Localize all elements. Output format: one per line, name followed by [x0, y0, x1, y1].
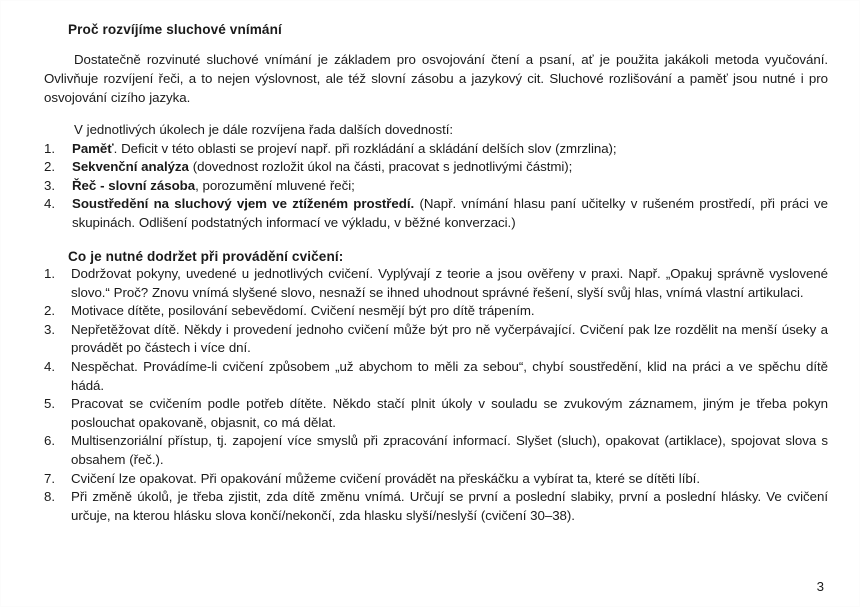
list-item-number: 1. [44, 140, 55, 156]
list-item [44, 358, 828, 395]
list-item [44, 177, 828, 196]
list-item-number: 8. [44, 489, 55, 505]
list-item-text: (Např. vnímání hlasu paní učitelky v rušeném prostředí, při práci ve skupinách. Odlišení podstatných informací ve výkladu, v běžné konverzaci.) [72, 196, 828, 231]
list-item-number: 3. [44, 177, 55, 193]
list-item-text: Při změně úkolů, je třeba zjistit, zda dítě změnu vnímá. Určují se první a poslední slabiky, první a poslední hlásky. Ve cvičení určuje, na kterou hlásku slova končí/nekončí, zda hlasku slyší/neslyší (cvičení 30–38). [71, 489, 828, 523]
list-item-body [72, 195, 828, 232]
list-item-text: Pracovat se cvičením podle potřeb dítěte. Někdo stačí plnit úkoly v souladu se zvukovým záznamem, jiným je třeba pokyn poslouchat opakovaně, objasnit, co má dělat. [71, 396, 828, 430]
rules-list [44, 265, 828, 525]
list-item-number: 2. [44, 303, 55, 319]
list-item-text: (dovednost rozložit úkol na části, pracovat s jednotlivými částmi); [188, 159, 573, 175]
list-item [44, 140, 828, 159]
list-item-text: Multisenzoriální přístup, tj. zapojení více smyslů při zpracování informací. Slyšet (sluch), opakovat (artiklace), spojovat slova s obsahem (řeč.). [71, 433, 828, 467]
list-item-body [72, 158, 828, 177]
list-item-body [72, 140, 828, 159]
skills-list [44, 140, 828, 233]
page-number: 3 [816, 578, 824, 594]
list-item-number: 4. [44, 358, 55, 374]
list-item [44, 265, 828, 302]
list-item-number: 1. [44, 265, 55, 281]
list-item [44, 432, 828, 469]
intro-paragraph: Dostatečně rozvinuté sluchové vnímání je základem pro osvojování čtení a psaní, ať je použita jakákoli metoda vyučování. Ovlivňuje rozvíjení řeči, a to nejen výslovnost, ale též slovní zásobu a jazykový cit. Sluchové rozlišování a paměť jsou nutné i pro osvojování cizího jazyka. [44, 52, 828, 105]
list-item-text: Nepřetěžovat dítě. Někdy i provedení jednoho cvičení může být pro ně vyčerpávající. Cvičení pak lze rozdělit na menší úseky a provádět po částech i více dní. [71, 321, 828, 356]
list-item-text: Motivace dítěte, posilování sebevědomí. Cvičení nesmějí být pro dítě trápením. [71, 303, 535, 319]
list-item-term: Sekvenční analýza [72, 159, 189, 175]
list-item-number: 4. [44, 196, 55, 212]
list-item [44, 395, 828, 432]
list-item-text: . Deficit v této oblasti se projeví např. při rozkládání a skládání delších slov (zmrzlina); [113, 140, 617, 156]
list-item-body [72, 177, 828, 196]
list-item-number: 7. [44, 470, 55, 486]
list-item-number: 3. [44, 321, 55, 337]
list-item-text: , porozumění mluvené řeči; [195, 177, 355, 193]
list-item-number: 5. [44, 396, 55, 412]
list-item-text: Nespěchat. Provádíme-li cvičení způsobem „už abychom to měli za sebou“, chybí soustředění, klid na práci a ve spěchu dítě hádá. [71, 358, 828, 393]
list-item-text: Dodržovat pokyny, uvedené u jednotlivých cvičení. Vyplývají z teorie a jsou ověřeny v praxi. Např. „Opakuj správně vyslovené slovo.“ Proč? Znovu vnímá slyšené slovo, nesnaží se ihned uhodnout správné řešení, slyší svůj hlas, vnímá vlastní artikulaci. [71, 265, 828, 300]
list-item-number: 6. [44, 433, 55, 449]
list-item [44, 302, 828, 321]
list-item [44, 470, 828, 489]
list-a-lead-text: V jednotlivých úkolech je dále rozvíjena řada dalších dovedností: [74, 122, 454, 138]
list-item-term: Řeč - slovní zásoba [72, 177, 196, 193]
list-item [44, 488, 828, 525]
list-item-number: 2. [44, 159, 55, 175]
list-item-term: Paměť [72, 140, 114, 156]
page-title: Proč rozvíjíme sluchové vnímání [68, 22, 282, 37]
list-item [44, 195, 828, 232]
list-item-term: Soustředění na sluchový vjem ve ztíženém prostředí. [72, 196, 415, 212]
list-item [44, 321, 828, 358]
list-item [44, 158, 828, 177]
list-item-text: Cvičení lze opakovat. Při opakování můžeme cvičení provádět na přeskáčku a vybírat ta, které se dítěti líbí. [71, 470, 700, 486]
section-heading-rules: Co je nutné dodržet při provádění cvičení: [68, 248, 344, 264]
